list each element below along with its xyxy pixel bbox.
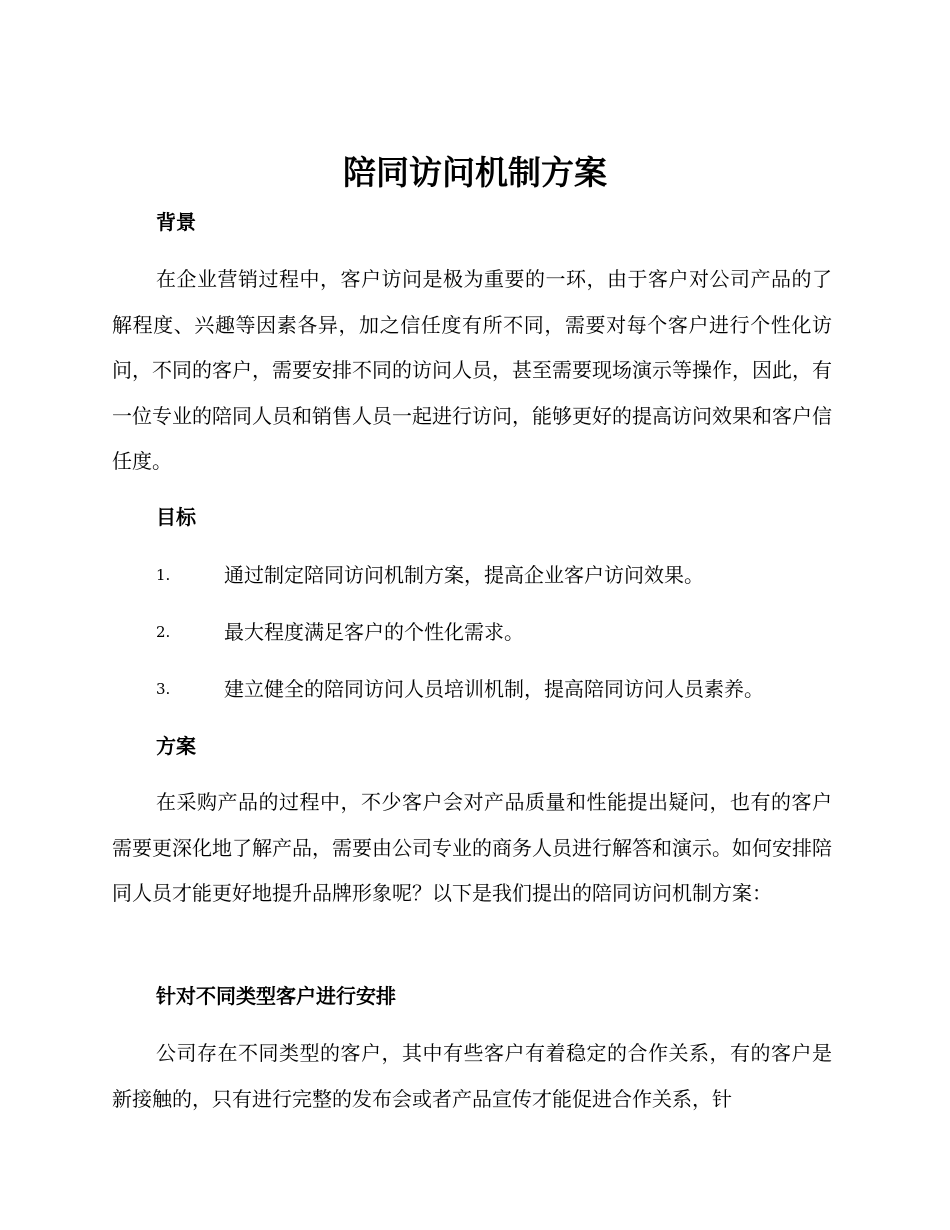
background-paragraph: 在企业营销过程中，客户访问是极为重要的一环，由于客户对公司产品的了解程度、兴趣等因素各异，加之信任度有所不同，需要对每个客户进行个性化访问，不同的客户，需要安排不同的访问人员，甚至需要现场演示等操作，因此，有一位专业的陪同人员和销售人员一起进行访问，能够更好的提高访问效果和客户信任度。 — [112, 267, 832, 473]
section-heading-customer-types: 针对不同类型客户进行安排 — [156, 984, 396, 1008]
plan-paragraph: 在采购产品的过程中，不少客户会对产品质量和性能提出疑问，也有的客户需要更深化地了解产品，需要由公司专业的商务人员进行解答和演示。如何安排陪同人员才能更好地提升品牌形象呢？以下是我们提出的陪同访问机制方案： — [112, 790, 832, 905]
list-text: 建立健全的陪同访问人员培训机制，提高陪同访问人员素养。 — [224, 677, 764, 701]
list-number: 3. — [156, 680, 171, 698]
goal-list-item — [156, 617, 836, 647]
goal-list-item — [156, 674, 836, 704]
list-text: 通过制定陪同访问机制方案，提高企业客户访问效果。 — [224, 563, 704, 587]
customer-types-paragraph: 公司存在不同类型的客户，其中有些客户有着稳定的合作关系，有的客户是新接触的，只有进行完整的发布会或者产品宣传才能促进合作关系，针 — [112, 1041, 832, 1111]
section-heading-plan: 方案 — [156, 734, 196, 758]
list-number: 2. — [156, 623, 171, 641]
goal-list-item — [156, 560, 836, 590]
section-heading-background: 背景 — [156, 210, 196, 234]
section-heading-goals: 目标 — [156, 505, 196, 529]
list-number: 1. — [156, 566, 171, 584]
list-text: 最大程度满足客户的个性化需求。 — [224, 620, 524, 644]
document-title: 陪同访问机制方案 — [343, 153, 607, 192]
